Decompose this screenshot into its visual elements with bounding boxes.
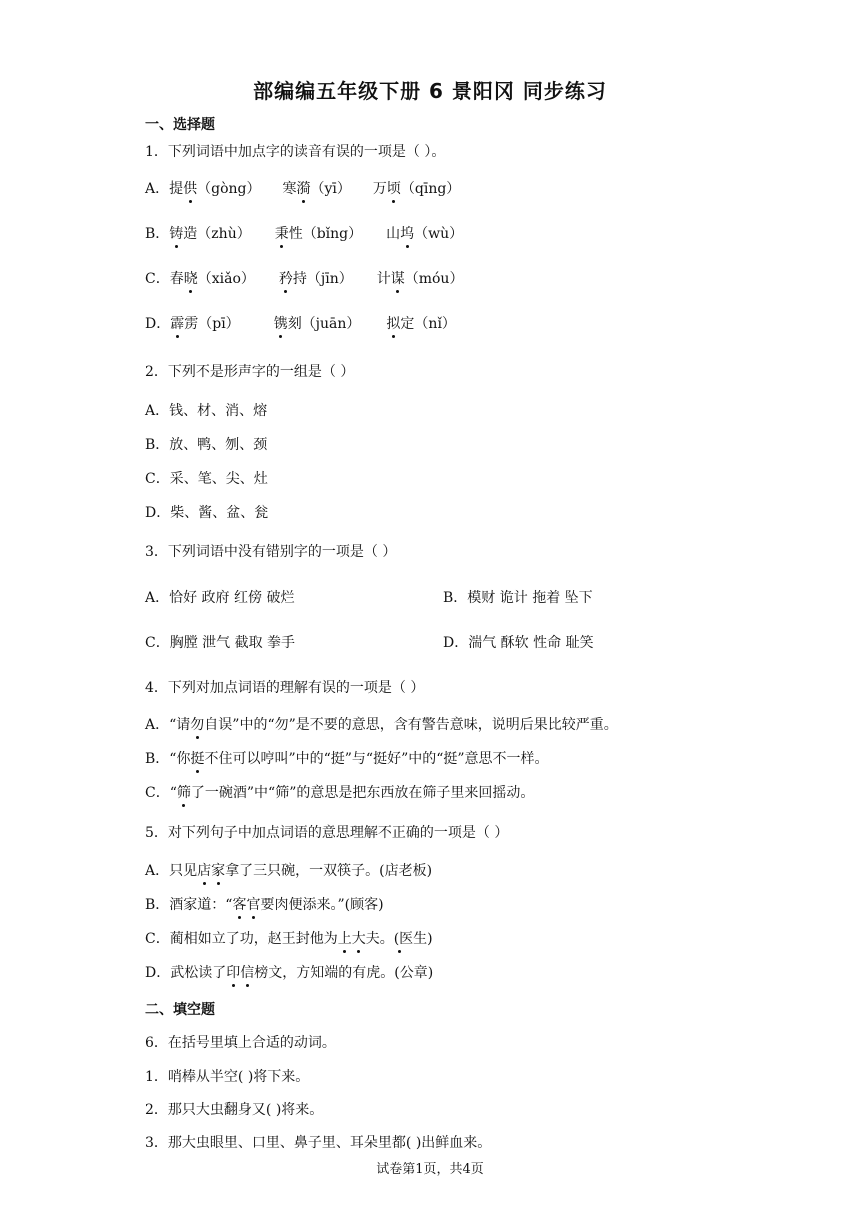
- question-3-stem: 3．下列词语中没有错别字的一项是（ ）: [145, 544, 397, 560]
- question-1-option-c: C．春晓（xiǎo） 矜持（jīn） 计谋（móu）: [145, 271, 464, 287]
- question-4-stem: 4．下列对加点词语的理解有误的一项是（ ）: [145, 680, 425, 696]
- page-footer: 试卷第1页，共4页: [376, 1162, 484, 1177]
- section-heading-fill: 二、填空题: [145, 1002, 215, 1018]
- question-5-option-b: B．酒家道：“客官要肉便添来。”(顾客): [145, 897, 384, 913]
- question-1-option-a: A．提供（gòng） 寒漪（yī） 万顷（qīng）: [145, 181, 461, 197]
- question-1-option-b: B．铸造（zhù） 秉性（bǐng） 山坞（wù）: [145, 226, 464, 242]
- question-3-option-b: B．模财 诡计 拖着 坠下: [443, 590, 593, 606]
- question-1-option-d: D．霹雳（pī） 镌刻（juān） 拟定（nǐ）: [145, 316, 456, 332]
- section-heading-choice: 一、选择题: [145, 117, 215, 133]
- question-6-stem: 6．在括号里填上合适的动词。: [145, 1035, 336, 1051]
- question-3-option-a: A．恰好 政府 红傍 破烂: [145, 590, 295, 606]
- page-title: 部编编五年级下册 6 景阳冈 同步练习: [253, 79, 607, 103]
- question-6-line-3: 3．那大虫眼里、口里、鼻子里、耳朵里都( )出鲜血来。: [145, 1135, 492, 1151]
- question-3-option-c: C．胸膛 泄气 截取 拳手: [145, 635, 296, 651]
- question-2-option-c: C．采、笔、尖、灶: [145, 471, 268, 487]
- question-4-option-b: B．“你挺不住可以哼叫”中的“挺”与“挺好”中的“挺”意思不一样。: [145, 751, 549, 767]
- question-5-option-c: C．蔺相如立了功，赵王封他为上大夫。(医生): [145, 931, 433, 947]
- question-2-stem: 2．下列不是形声字的一组是（ ）: [145, 364, 355, 380]
- question-4-option-c: C．“筛了一碗酒”中“筛”的意思是把东西放在筛子里来回摇动。: [145, 785, 535, 801]
- question-2-option-b: B．放、鸭、刎、颈: [145, 437, 268, 453]
- question-5-option-a: A．只见店家拿了三只碗，一双筷子。(店老板): [145, 863, 433, 879]
- question-2-option-d: D．柴、酱、盆、瓮: [145, 505, 269, 521]
- question-2-option-a: A．钱、材、消、熔: [145, 403, 268, 419]
- question-6-line-2: 2．那只大虫翻身又( )将来。: [145, 1102, 324, 1118]
- question-3-option-d: D．湍气 酥软 性命 耻笑: [443, 635, 594, 651]
- question-5-option-d: D．武松读了印信榜文，方知端的有虎。(公章): [145, 965, 434, 981]
- question-4-option-a: A．“请勿自误”中的“勿”是不要的意思，含有警告意味，说明后果比较严重。: [145, 717, 618, 733]
- question-6-line-1: 1．哨棒从半空( )将下来。: [145, 1069, 310, 1085]
- question-1-stem: 1．下列词语中加点字的读音有误的一项是（ ）。: [145, 144, 446, 160]
- question-5-stem: 5．对下列句子中加点词语的意思理解不正确的一项是（ ）: [145, 825, 509, 841]
